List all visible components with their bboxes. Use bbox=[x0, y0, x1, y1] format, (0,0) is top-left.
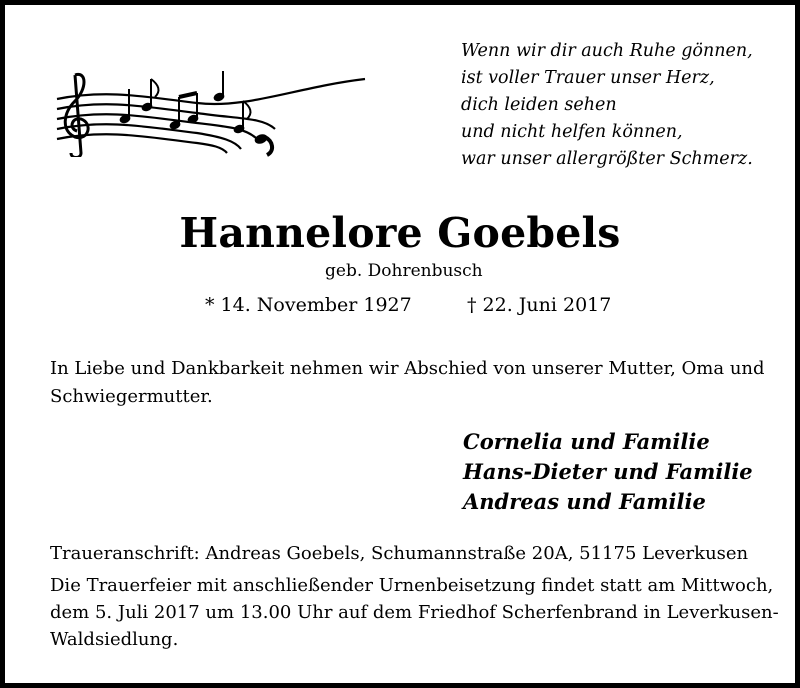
poem-line: dich leiden sehen bbox=[461, 95, 617, 115]
signer: Andreas und Familie bbox=[463, 489, 706, 514]
signer: Hans-Dieter und Familie bbox=[463, 459, 753, 484]
ceremony-details: Die Trauerfeier mit anschließender Urnenbeisetzung findet statt am Mittwoch, dem 5. Juli 2017 um 13.00 Uhr auf dem Friedhof Scherfenbrand in Leverkusen-Waldsiedlung. bbox=[50, 575, 779, 650]
memorial-poem bbox=[461, 38, 753, 173]
death-date: † 22. Juni 2017 bbox=[467, 294, 612, 316]
signers-list bbox=[463, 427, 753, 517]
mourning-address: Traueranschrift: Andreas Goebels, Schumannstraße 20A, 51175 Leverkusen bbox=[50, 543, 749, 564]
signer: Cornelia und Familie bbox=[463, 429, 710, 454]
deceased-name: Hannelore Goebels bbox=[179, 209, 621, 257]
poem-line: Wenn wir dir auch Ruhe gönnen, bbox=[461, 41, 753, 61]
poem-line: ist voller Trauer unser Herz, bbox=[461, 68, 715, 88]
farewell-message: In Liebe und Dankbarkeit nehmen wir Abschied von unserer Mutter, Oma und Schwiegermutter. bbox=[50, 358, 765, 407]
maiden-name: geb. Dohrenbusch bbox=[325, 261, 483, 281]
music-notes-icon bbox=[47, 67, 377, 157]
poem-line: und nicht helfen können, bbox=[461, 122, 683, 142]
birth-date: * 14. November 1927 bbox=[205, 294, 412, 316]
poem-line: war unser allergrößter Schmerz. bbox=[461, 149, 753, 169]
